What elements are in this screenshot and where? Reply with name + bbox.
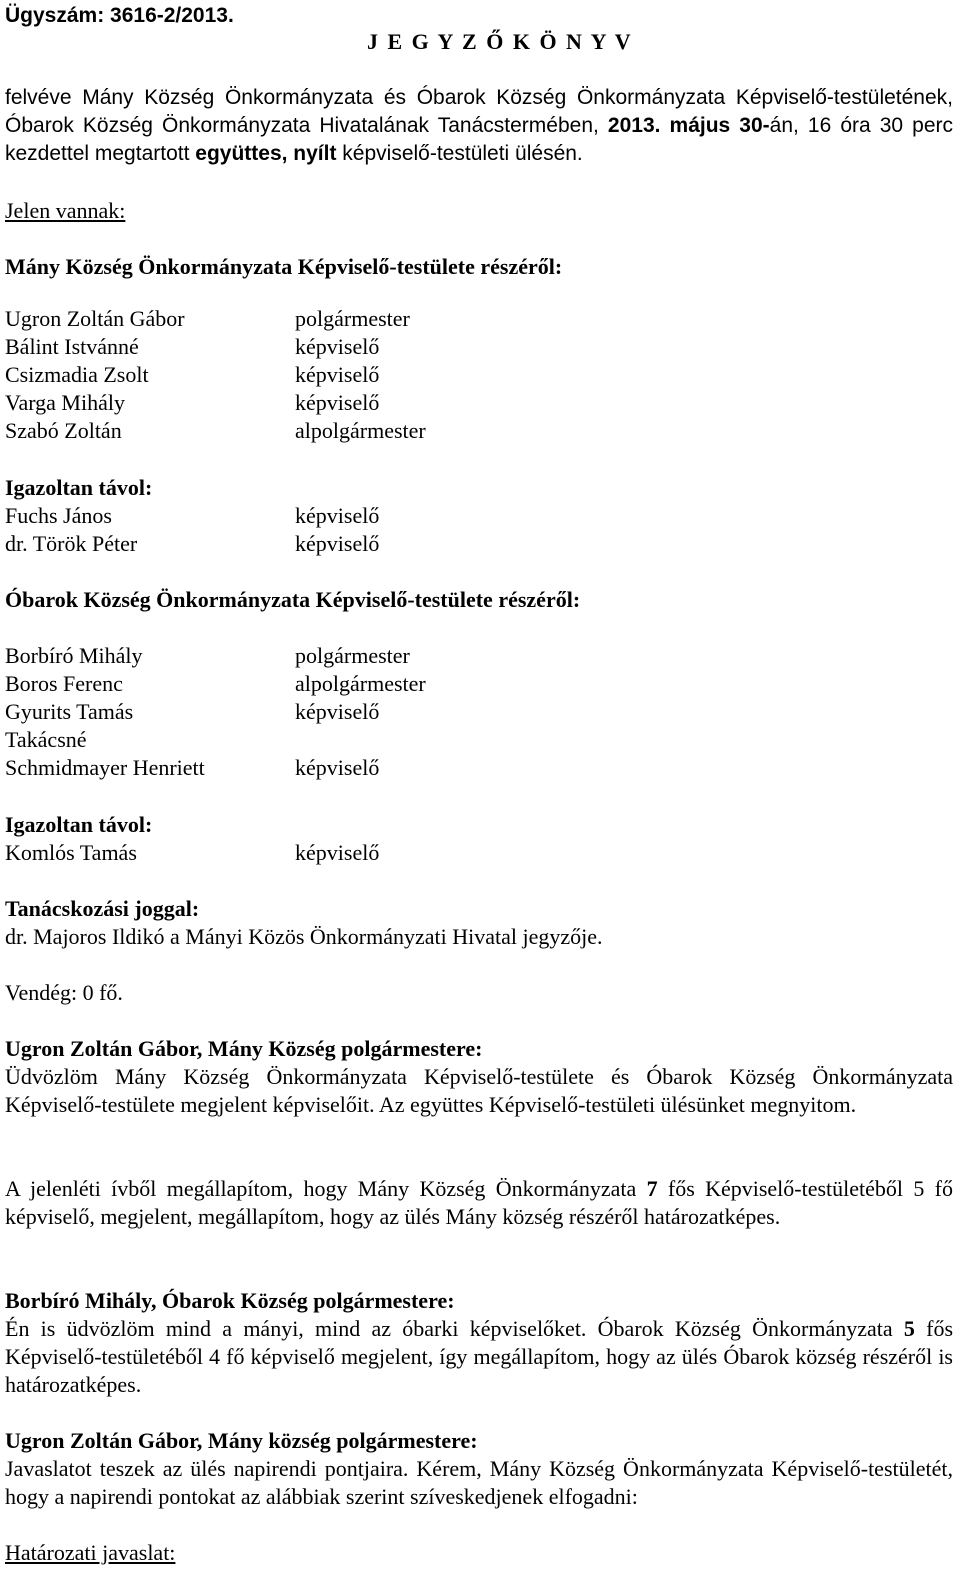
member-row: Borbíró Mihály polgármester: [5, 643, 410, 668]
advisory-label: Tanácskozási joggal:: [5, 896, 200, 921]
many-heading: Mány Község Önkormányzata Képviselő-testülete részéről:: [5, 254, 563, 279]
absent-row: Fuchs János képviselő: [5, 503, 380, 528]
absent-row: dr. Török Péter képviselő: [5, 531, 380, 556]
obarok-heading: Óbarok Község Önkormányzata Képviselő-testülete részéről:: [5, 587, 581, 612]
case-number: Ügyszám: 3616-2/2013.: [5, 4, 234, 27]
guests-text: Vendég: 0 fő.: [5, 980, 123, 1005]
obarok-absent-list: [5, 839, 953, 867]
member-row: Schmidmayer Henriett képviselő: [5, 755, 380, 780]
speaker-heading: Borbíró Mihály, Óbarok Község polgármestere:: [5, 1288, 455, 1313]
speech-paragraph: Javaslatot teszek az ülés napirendi pontjaira. Kérem, Mány Község Önkormányzata Képviselő-testületét, hogy a napirendi pontokat az alábbiak szerint szíveskedjenek elfogadni:: [5, 1456, 953, 1509]
speech-paragraph: Üdvözlöm Mány Község Önkormányzata Képviselő-testülete és Óbarok Község Önkormányzata Képviselő-testülete megjelent képviselőit. Az együttes Képviselő-testületi ülésünket megnyitom.: [5, 1064, 953, 1117]
document-title: J E G Y Z Ő K Ö N Y V: [367, 29, 633, 54]
member-row: Csizmadia Zsolt képviselő: [5, 362, 380, 387]
obarok-members-list: [5, 642, 953, 782]
member-row: Boros Ferenc alpolgármester: [5, 671, 426, 696]
member-row: Gyurits Tamás képviselő: [5, 699, 380, 724]
speech-paragraph: A jelenléti ívből megállapítom, hogy Mány Község Önkormányzata 7 fős Képviselő-testületéből 5 fő képviselő, megjelent, megállapítom, hogy az ülés Mány község részéről határozatképes.: [5, 1176, 953, 1229]
absent-row: Komlós Tamás képviselő: [5, 840, 380, 865]
many-members-list: [5, 305, 953, 445]
member-row: Ugron Zoltán Gábor polgármester: [5, 306, 410, 331]
obarok-absent-label: Igazoltan távol:: [5, 812, 153, 837]
member-row: Szabó Zoltán alpolgármester: [5, 418, 426, 443]
advisory-text: dr. Majoros Ildikó a Mányi Közös Önkormányzati Hivatal jegyzője.: [5, 924, 603, 949]
member-row: Varga Mihály képviselő: [5, 390, 380, 415]
member-row: Bálint Istvánné képviselő: [5, 334, 380, 359]
many-absent-list: [5, 502, 953, 558]
resolution-label: Határozati javaslat:: [5, 1540, 176, 1565]
speaker-heading: Ugron Zoltán Gábor, Mány község polgármestere:: [5, 1428, 478, 1453]
many-absent-label: Igazoltan távol:: [5, 475, 153, 500]
intro-paragraph: felvéve Mány Község Önkormányzata és Óbarok Község Önkormányzata Képviselő-testületének, Óbarok Község Önkormányzata Hivatalának Tanácstermében, 2013. május 30-án, 16 óra 30 perc kezdettel megtartott együttes, nyílt képviselő-testületi ülésén.: [5, 86, 954, 165]
speaker-heading: Ugron Zoltán Gábor, Mány Község polgármestere:: [5, 1036, 483, 1061]
speech-paragraph: Én is üdvözlöm mind a mányi, mind az óbarki képviselőket. Óbarok Község Önkormányzata 5 fős Képviselő-testületéből 4 fő képviselő megjelent, így megállapítom, hogy az ülés Óbarok község részéről is határozatképes.: [5, 1316, 954, 1397]
present-label: Jelen vannak:: [5, 198, 126, 223]
member-row: Takácsné: [5, 727, 87, 752]
